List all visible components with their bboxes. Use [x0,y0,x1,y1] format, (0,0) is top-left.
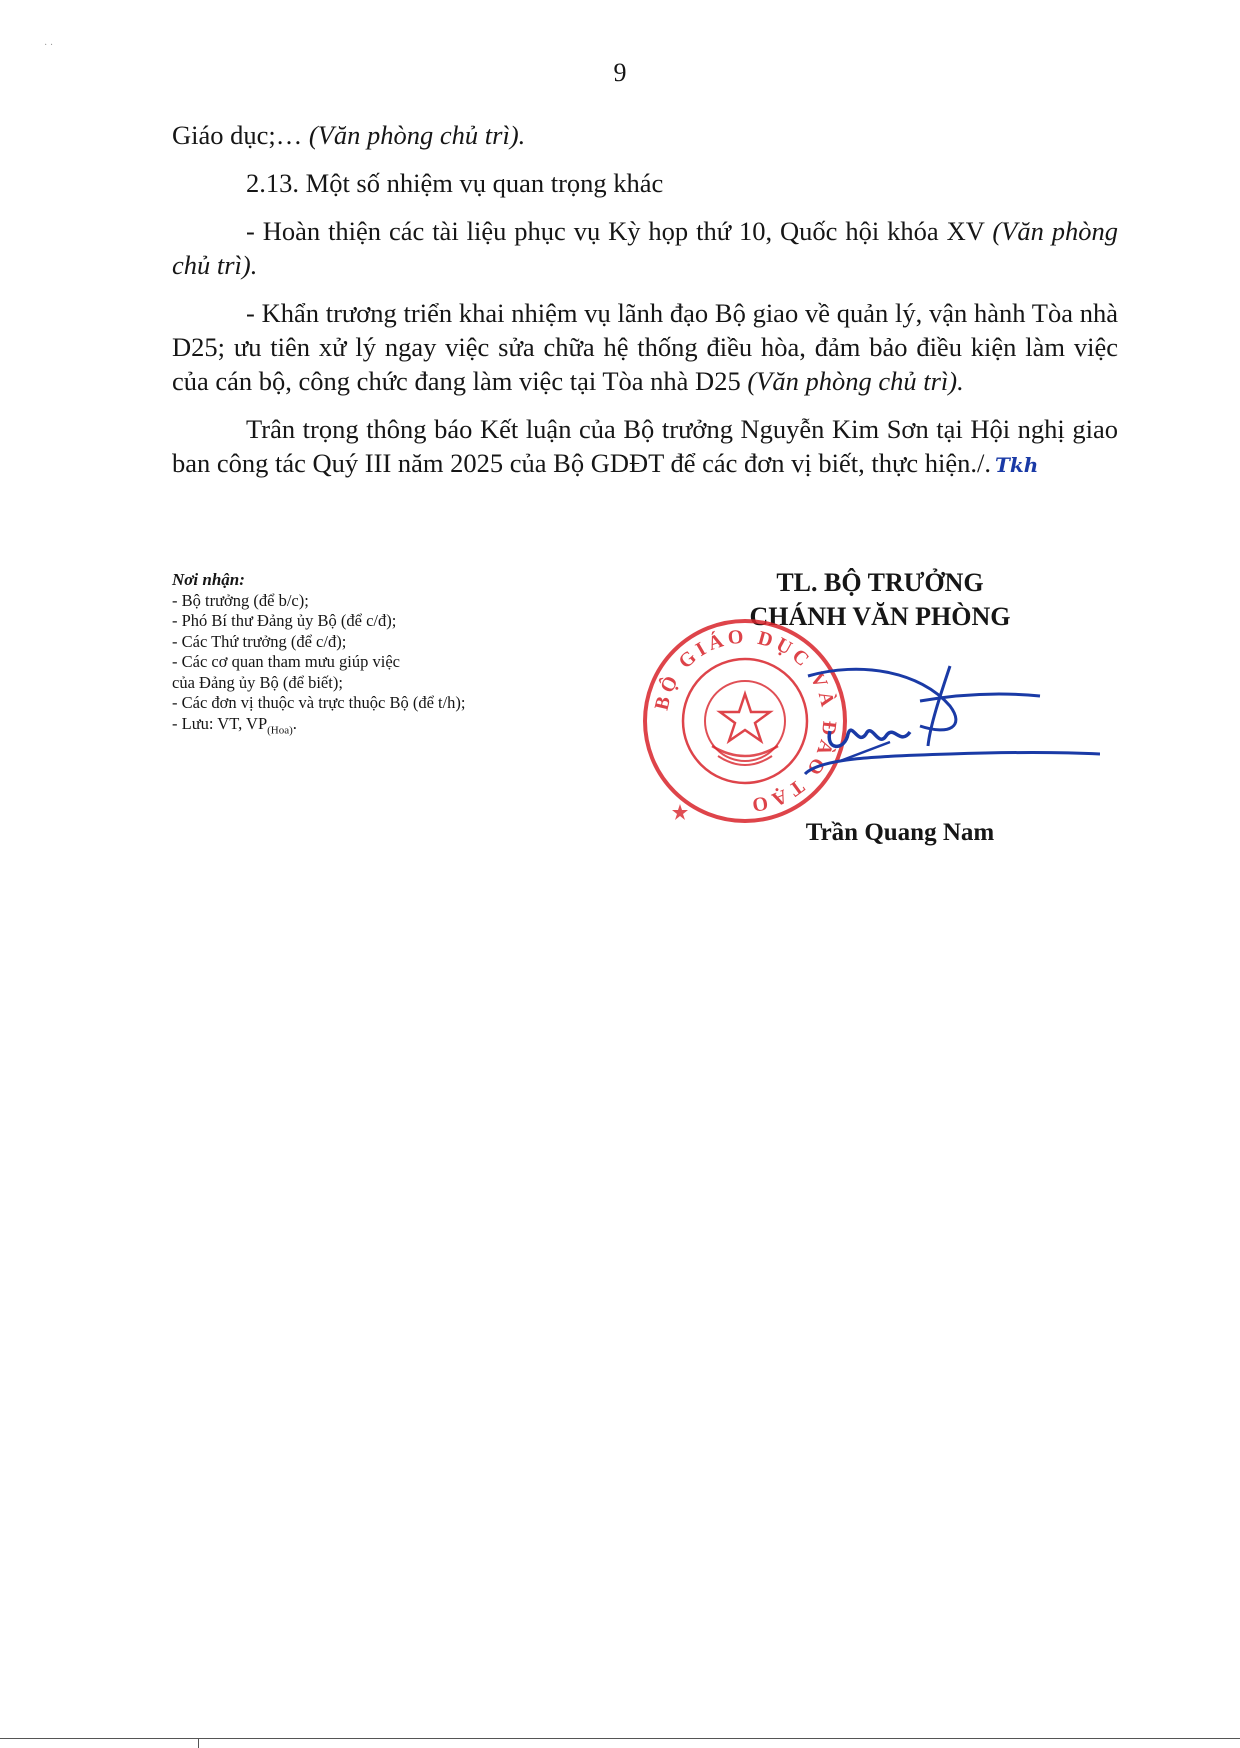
paragraph-3-text: - Hoàn thiện các tài liệu phục vụ Kỳ họp thứ 10, Quốc hội khóa XV [246,216,993,246]
recipient-item: - Các đơn vị thuộc và trực thuộc Bộ (để t/h); [172,693,466,712]
seal-text: BỘ GIÁO DỤC VÀ ĐÀO TẠO [650,625,841,817]
paragraph-3-note: (Văn phòng chủ trì). [172,216,1118,280]
signer-name: Trần Quang Nam [805,819,995,846]
footer-divider [0,1738,1240,1739]
scan-artifact: · · [44,40,54,51]
paragraph-5 [172,412,1118,482]
recipients-list [172,591,602,741]
signer-title-line1: TL. BỘ TRƯỞNG [776,568,984,597]
section-heading: 2.13. Một số nhiệm vụ quan trọng khác [246,168,664,198]
recipients-heading: Nơi nhận: [172,570,245,589]
handwritten-signature [800,656,1100,786]
paragraph-4 [172,296,1118,398]
recipient-item: - Các Thứ trưởng (để c/đ); [172,631,347,651]
archive-suffix: . [292,713,297,733]
signature-block [650,566,1110,866]
recipient-item: - Phó Bí thư Đảng ủy Bộ (để c/đ); [172,611,397,630]
recipients-block [172,570,602,740]
footer-tick [198,1738,199,1748]
page-number: 9 [613,58,627,87]
paragraph-5-text: Trân trọng thông báo Kết luận của Bộ trưởng Nguyễn Kim Sơn tại Hội nghị giao ban công tác Quý III năm 2025 của Bộ GDĐT để các đơn vị biết, thực hiện./. [172,414,1118,478]
archive-prefix: - Lưu: VT, VP [172,713,268,733]
recipient-item: - Bộ trưởng (để b/c); [172,590,309,610]
paragraph-4-text: - Khẩn trương triển khai nhiệm vụ lãnh đạo Bộ giao về quản lý, vận hành Tòa nhà D25; ưu tiên xử lý ngay việc sửa chữa hệ thống điều hòa, đảm bảo điều kiện làm việc của cán bộ, công chức đang làm việc tại Tòa nhà D25 [172,298,1118,396]
recipient-archive [172,714,602,741]
recipient-item: của Đảng ủy Bộ (để biết); [172,672,343,692]
paragraph-1 [172,118,1118,152]
document-body [172,118,1118,496]
paragraph-1-note: (Văn phòng chủ trì). [308,120,526,150]
signer-title-line2: CHÁNH VĂN PHÒNG [749,602,1011,631]
paragraph-3 [172,214,1118,282]
paragraph-1-text: Giáo dục;… [172,120,309,150]
handwritten-initials: Tkh [994,453,1039,477]
recipient-item: - Các cơ quan tham mưu giúp việc [172,652,400,671]
paragraph-4-note: (Văn phòng chủ trì). [747,366,964,396]
archive-sub: (Hoa) [267,723,293,736]
